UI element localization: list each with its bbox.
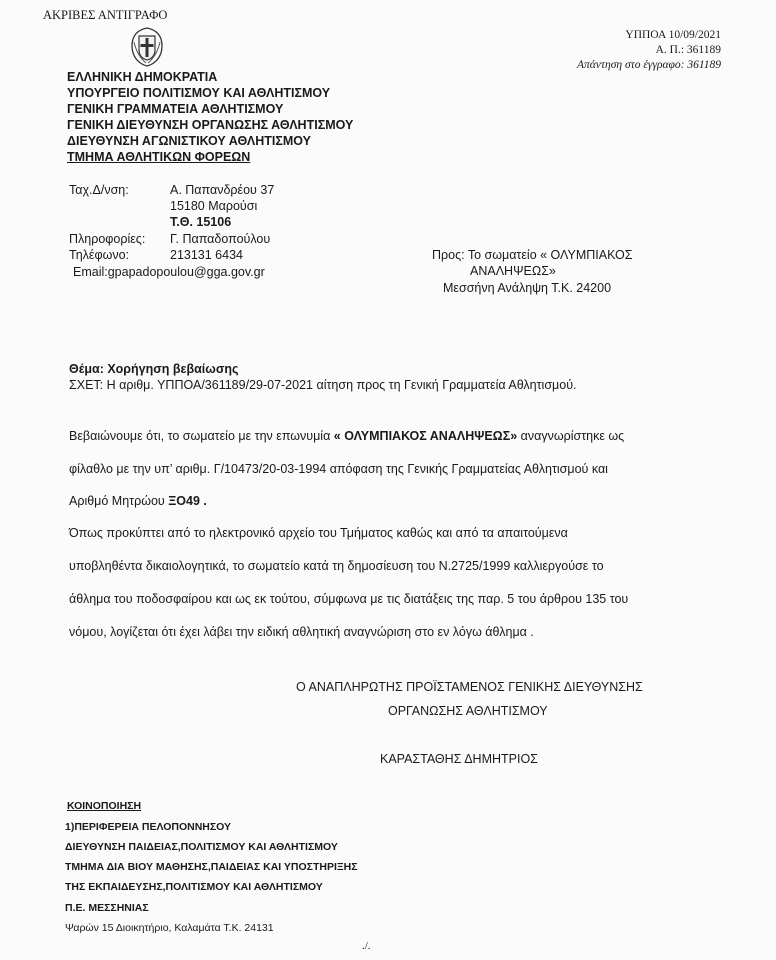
address-line: Α. Παπανδρέου 37 xyxy=(170,183,275,197)
recipient-address: Μεσσήνη Ανάληψη Τ.Κ. 24200 xyxy=(443,281,612,295)
info-label: Πληροφορίες: xyxy=(69,232,146,246)
greek-emblem-icon xyxy=(127,26,167,68)
protocol-number: Α. Π.: 361189 xyxy=(655,44,721,56)
paragraph-line: νόμου, λογίζεται ότι έχει λάβει την ειδική αθλητική αναγνώριση στο εν λόγω άθλημα . xyxy=(69,625,534,639)
header-line: ΓΕΝΙΚΗ ΓΡΑΜΜΑΤΕΙΑ ΑΘΛΗΤΙΣΜΟΥ xyxy=(67,102,284,116)
recipient-line: ΑΝΑΛΗΨΕΩΣ» xyxy=(470,264,556,278)
phone-label: Τηλέφωνο: xyxy=(69,248,130,262)
header-line: ΕΛΛΗΝΙΚΗ ΔΗΜΟΚΡΑΤΙΑ xyxy=(67,70,218,84)
header-line: ΔΙΕΥΘΥΝΣΗ ΑΓΩΝΙΣΤΙΚΟΥ ΑΘΛΗΤΙΣΜΟΥ xyxy=(67,134,311,148)
continuation-mark: ./. xyxy=(362,940,371,952)
paragraph-line: υποβληθέντα δικαιολογητικά, το σωματείο κατά τη δημοσίευση του Ν.2725/1999 καλλιεργούσε το xyxy=(69,559,604,573)
address-label: Ταχ.Δ/νση: xyxy=(69,183,129,197)
recipient-line: Προς: Το σωματείο « ΟΛΥΜΠΙΑΚΟΣ xyxy=(432,248,633,262)
subject-title: Θέμα: Χορήγηση βεβαίωσης xyxy=(69,362,239,376)
email-text: Email:gpapadopoulou@gga.gov.gr xyxy=(73,265,265,279)
signatory-title: Ο ΑΝΑΠΛΗΡΩΤΗΣ ΠΡΟΪΣΤΑΜΕΝΟΣ ΓΕΝΙΚΗΣ ΔΙΕΥΘΥΝΣΗΣ xyxy=(296,680,643,694)
copy-stamp: ΑΚΡΙΒΕΣ ΑΝΤΙΓΡΑΦΟ xyxy=(43,8,168,22)
signatory-name: ΚΑΡΑΣΤΑΘΗΣ ΔΗΜΗΤΡΙΟΣ xyxy=(380,752,538,766)
po-box: Τ.Θ. 15106 xyxy=(170,215,232,229)
paragraph-line: Όπως προκύπτει από το ηλεκτρονικό αρχείο του Τμήματος καθώς και από τα απαιτούμενα xyxy=(69,526,568,540)
paragraph-line: άθλημα του ποδοσφαίρου και ως εκ τούτου, σύμφωνα με τις διατάξεις της παρ. 5 του άρθρου 135 του xyxy=(69,592,629,606)
distribution-line: 1)ΠΕΡΙΦΕΡΕΙΑ ΠΕΛΟΠΟΝΝΗΣΟΥ xyxy=(65,821,232,833)
distribution-address: Ψαρών 15 Διοικητήριο, Καλαμάτα Τ.Κ. 24131 xyxy=(65,922,274,934)
distribution-line: ΤΗΣ ΕΚΠΑΙΔΕΥΣΗΣ,ΠΟΛΙΤΙΣΜΟΥ ΚΑΙ ΑΘΛΗΤΙΣΜΟΥ xyxy=(65,881,323,893)
distribution-line: ΤΜΗΜΑ ΔΙΑ ΒΙΟΥ ΜΑΘΗΣΗΣ,ΠΑΙΔΕΙΑΣ ΚΑΙ ΥΠΟΣΤΗΡΙΞΗΣ xyxy=(65,861,358,873)
header-line: ΥΠΟΥΡΓΕΙΟ ΠΟΛΙΤΙΣΜΟΥ ΚΑΙ ΑΘΛΗΤΙΣΜΟΥ xyxy=(67,86,331,100)
header-line: ΤΜΗΜΑ ΑΘΛΗΤΙΚΩΝ ΦΟΡΕΩΝ xyxy=(67,150,251,164)
header-block xyxy=(67,69,353,165)
paragraph-line: φίλαθλο με την υπ’ αριθμ. Γ/10473/20-03-1994 απόφαση της Γενικής Γραμματείας Αθλητισμού και xyxy=(69,462,608,476)
distribution-title: ΚΟΙΝΟΠΟΙΗΣΗ xyxy=(67,800,142,812)
signatory-title: ΟΡΓΑΝΩΣΗΣ ΑΘΛΗΤΙΣΜΟΥ xyxy=(388,704,548,718)
phone-value: 213131 6434 xyxy=(170,248,243,262)
reply-reference: Απάντηση στο έγγραφο: 361189 xyxy=(576,59,721,71)
paragraph-line: Αριθμό Μητρώου ΞΟ49 . xyxy=(69,494,207,508)
subject-reference: ΣΧΕΤ: Η αριθμ. ΥΠΠΟΑ/361189/29-07-2021 αίτηση προς τη Γενική Γραμματεία Αθλητισμού. xyxy=(69,378,577,392)
info-value: Γ. Παπαδοπούλου xyxy=(170,232,271,246)
distribution-line: Π.Ε. ΜΕΣΣΗΝΙΑΣ xyxy=(65,902,149,914)
distribution-line: ΔΙΕΥΘΥΝΣΗ ΠΑΙΔΕΙΑΣ,ΠΟΛΙΤΙΣΜΟΥ ΚΑΙ ΑΘΛΗΤΙΣΜΟΥ xyxy=(65,841,338,853)
header-line: ΓΕΝΙΚΗ ΔΙΕΥΘΥΝΣΗ ΟΡΓΑΝΩΣΗΣ ΑΘΛΗΤΙΣΜΟΥ xyxy=(67,118,354,132)
protocol-date: ΥΠΠΟΑ 10/09/2021 xyxy=(625,29,721,41)
paragraph-line: Βεβαιώνουμε ότι, το σωματείο με την επωνυμία « ΟΛΥΜΠΙΑΚΟΣ ΑΝΑΛΗΨΕΩΣ» αναγνωρίστηκε ως xyxy=(69,429,625,443)
address-line: 15180 Μαρούσι xyxy=(170,199,258,213)
